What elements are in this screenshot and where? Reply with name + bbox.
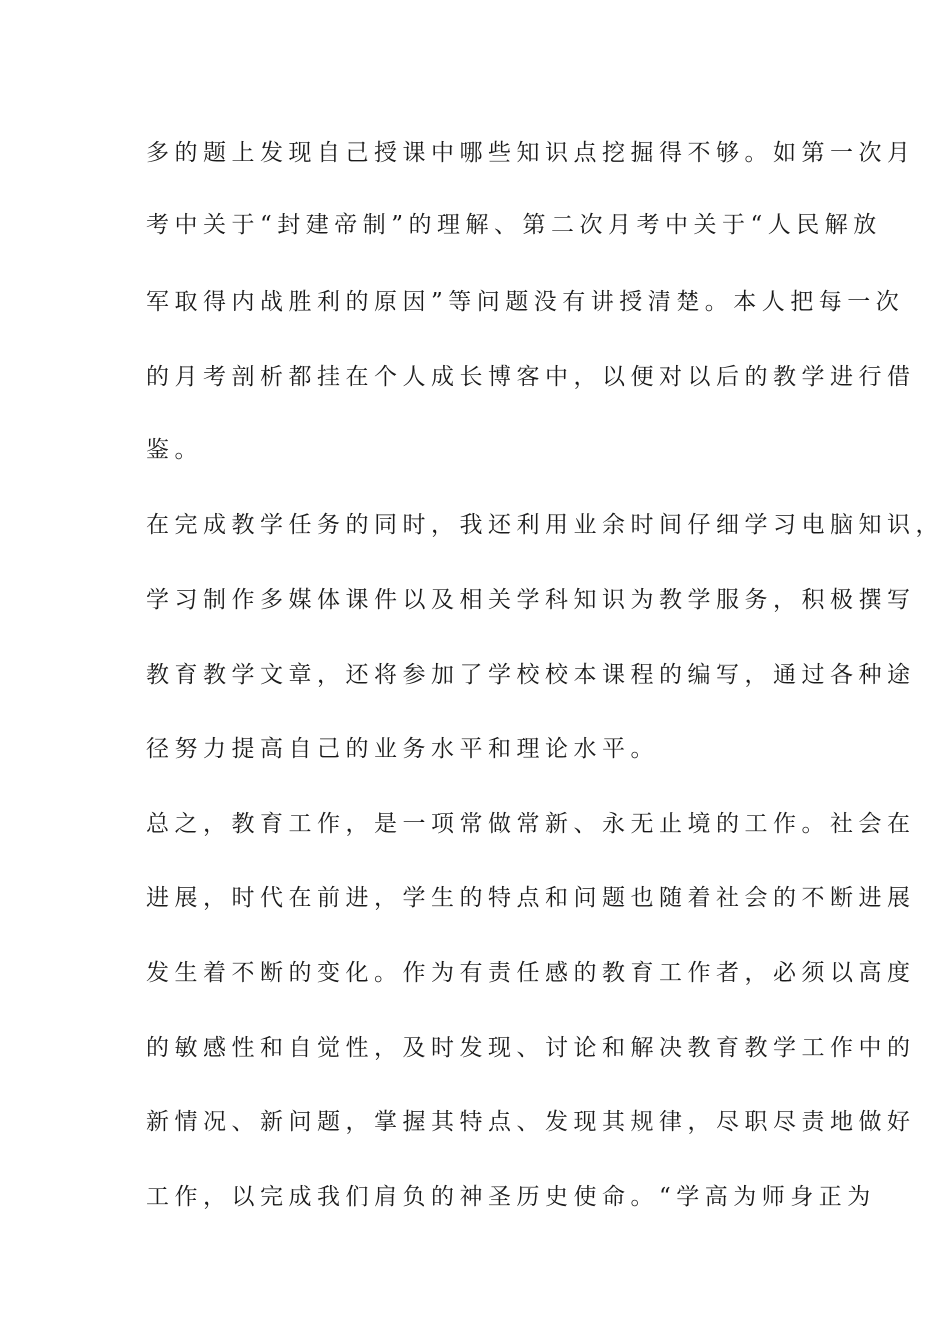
text-line: 发生着不断的变化。作为有责任感的教育工作者，必须以高度 [146, 960, 916, 986]
text-line: 学习制作多媒体课件以及相关学科知识为教学服务，积极撰写 [146, 587, 916, 613]
text-line: 考中关于“封建帝制”的理解、第二次月考中关于“人民解放 [146, 212, 882, 238]
text-line: 的月考剖析都挂在个人成长博客中，以便对以后的教学进行借 [146, 364, 916, 390]
text-line: 的敏感性和自觉性，及时发现、讨论和解决教育教学工作中的 [146, 1035, 916, 1061]
text-line: 在完成教学任务的同时，我还利用业余时间仔细学习电脑知识， [146, 512, 944, 538]
text-line: 教育教学文章，还将参加了学校校本课程的编写，通过各种途 [146, 662, 916, 688]
text-line: 总之，教育工作，是一项常做常新、永无止境的工作。社会在 [146, 811, 916, 837]
text-line: 鉴。 [146, 437, 203, 463]
text-line: 径努力提高自己的业务水平和理论水平。 [146, 736, 659, 762]
text-line: 军取得内战胜利的原因”等问题没有讲授清楚。本人把每一次 [146, 289, 905, 315]
text-line: 多的题上发现自己授课中哪些知识点挖掘得不够。如第一次月 [146, 140, 916, 166]
text-line: 工作，以完成我们肩负的神圣历史使命。“学高为师身正为 [146, 1184, 876, 1210]
text-line: 新情况、新问题，掌握其特点、发现其规律，尽职尽责地做好 [146, 1109, 916, 1135]
text-line: 进展，时代在前进，学生的特点和问题也随着社会的不断进展 [146, 885, 916, 911]
